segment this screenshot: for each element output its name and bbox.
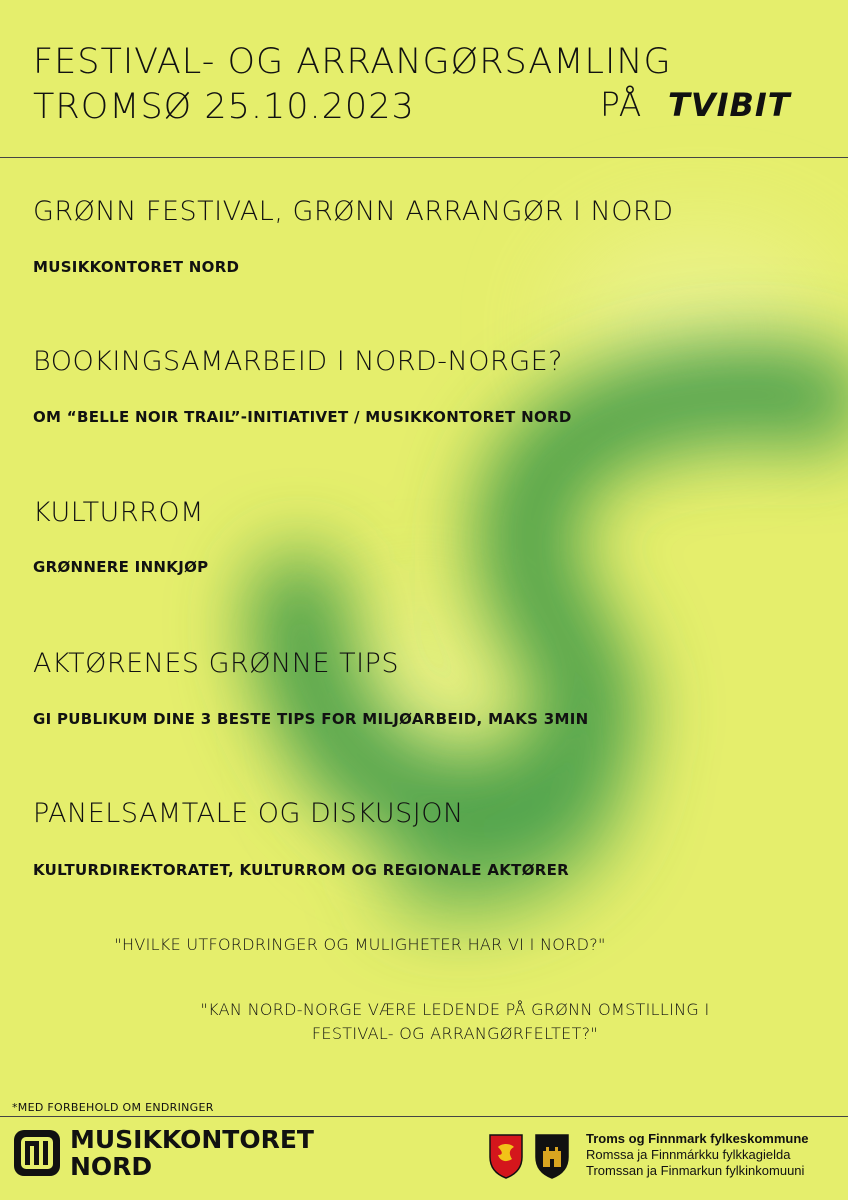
program-item-3-subtitle: GRØNNERE INNKJØP <box>33 558 209 576</box>
venue-preposition: PÅ <box>600 85 643 124</box>
disclaimer: *MED FORBEHOLD OM ENDRINGER <box>12 1101 214 1114</box>
quote-2-line-2: FESTIVAL- OG ARRANGØRFELTET?" <box>311 1024 599 1043</box>
county-name-norwegian: Troms og Finnmark fylkeskommune <box>586 1131 809 1146</box>
program-item-1-title: GRØNN FESTIVAL, GRØNN ARRANGØR I NORD <box>33 196 674 227</box>
program-item-3-title: KULTURROM <box>33 497 204 528</box>
musikkontoret-name-line-2: NORD <box>70 1152 153 1181</box>
program-item-5-subtitle: KULTURDIREKTORATET, KULTURROM OG REGIONALE AKTØRER <box>33 861 570 879</box>
program-item-2-title: BOOKINGSAMARBEID I NORD-NORGE? <box>33 346 564 377</box>
program-item-2-subtitle: OM “BELLE NOIR TRAIL”-INITIATIVET / MUSIKKONTORET NORD <box>33 408 572 426</box>
program-item-4-subtitle: GI PUBLIKUM DINE 3 BESTE TIPS FOR MILJØARBEID, MAKS 3MIN <box>33 710 589 728</box>
event-title-line-2: TROMSØ 25.10.2023 <box>33 87 415 127</box>
event-title-line-1: FESTIVAL- OG ARRANGØRSAMLING <box>33 42 672 82</box>
finnmark-shield-icon <box>534 1133 570 1179</box>
musikkontoret-nord-logo <box>12 1125 392 1188</box>
county-name-sami: Romssa ja Finnmárkku fylkkagielda <box>586 1147 791 1162</box>
musikkontoret-name-line-1: MUSIKKONTORET <box>70 1125 314 1154</box>
musikkontoret-icon <box>12 1128 62 1178</box>
program-item-5-title: PANELSAMTALE OG DISKUSJON <box>33 798 464 829</box>
quote-2-line-1: "KAN NORD-NORGE VÆRE LEDENDE PÅ GRØNN OMSTILLING I <box>200 1000 710 1019</box>
tvibit-logo: TVIBIT <box>668 86 791 124</box>
troms-finnmark-logo <box>488 1131 843 1186</box>
quote-2 <box>120 998 790 1046</box>
footer-divider <box>0 1116 848 1117</box>
header-divider <box>0 157 848 158</box>
program-item-4-title: AKTØRENES GRØNNE TIPS <box>33 648 399 679</box>
county-name-kven: Tromssan ja Finmarkun fylkinkomuuni <box>586 1163 805 1178</box>
musikkontoret-name <box>70 1126 314 1180</box>
quote-1: "HVILKE UTFORDRINGER OG MULIGHETER HAR VI I NORD?" <box>114 935 606 954</box>
county-names <box>586 1131 809 1179</box>
troms-shield-icon <box>488 1133 524 1179</box>
program-item-1-subtitle: MUSIKKONTORET NORD <box>33 258 240 276</box>
